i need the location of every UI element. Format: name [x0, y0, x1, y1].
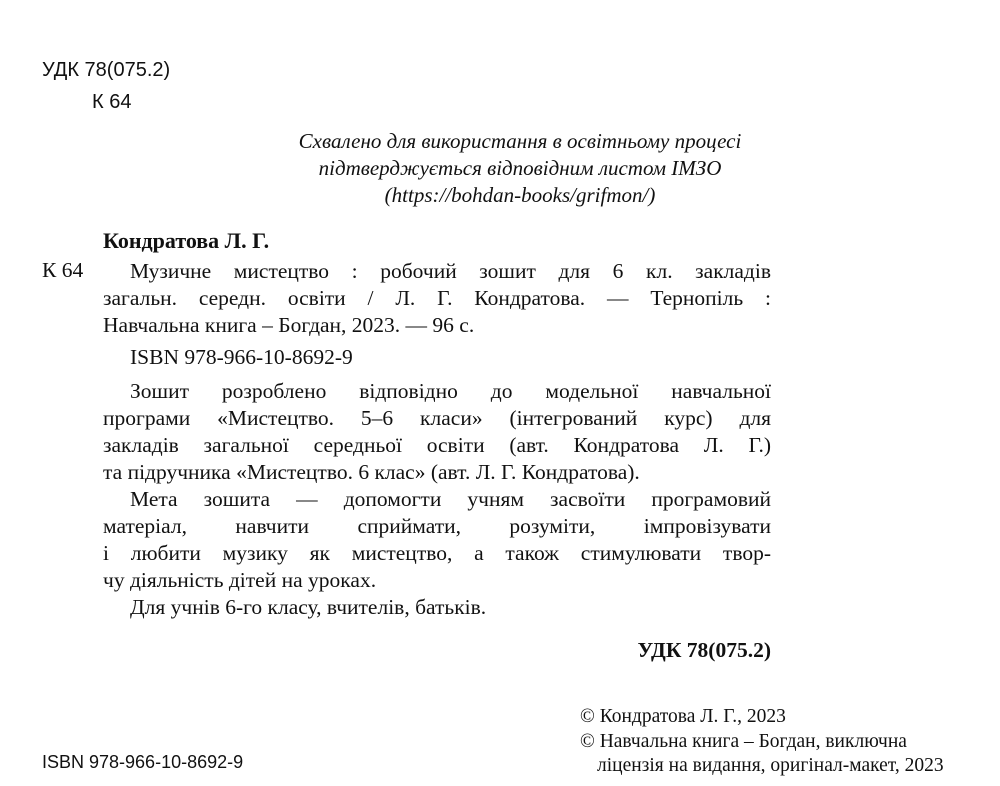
approval-line: (https://bohdan-books/grifmon/) — [384, 183, 656, 207]
approval-line: підтверджується відповідним листом ІМЗО — [318, 156, 722, 180]
annotation-line: Мета зошита — допомогти учням засвоїти програмовий — [130, 487, 771, 511]
audience-line: Для учнів 6-го класу, вчителів, батьків. — [130, 595, 487, 619]
catalog-author: Кондратова Л. Г. — [103, 228, 270, 253]
annotation-line: Зошит розроблено відповідно до модельної навчальної — [130, 379, 771, 403]
description-line: Навчальна книга – Богдан, 2023. — 96 с. — [103, 313, 475, 337]
catalog-udk: УДК 78(075.2) — [637, 638, 771, 662]
author-mark: К 64 — [92, 91, 132, 113]
annotation-line: чу діяльність дітей на уроках. — [103, 568, 377, 592]
catalog-mark: К 64 — [42, 258, 84, 282]
footer-isbn: ISBN 978-966-10-8692-9 — [42, 752, 244, 772]
annotation — [103, 378, 771, 621]
annotation-line: закладів загальної середньої освіти (авт. Кондратова Л. Г.) — [103, 433, 771, 457]
annotation-line: та підручника «Мистецтво. 6 клас» (авт. Л. Г. Кондратова). — [103, 460, 640, 484]
approval-line: Схвалено для використання в освітньому процесі — [298, 129, 742, 153]
annotation-line: програми «Мистецтво. 5–6 класи» (інтегрований курс) для — [103, 406, 771, 430]
copyright-author: © Кондратова Л. Г., 2023 — [580, 706, 786, 727]
description-line: загальн. середн. освіти / Л. Г. Кондратова. — Тернопіль : — [103, 286, 771, 310]
annotation-line: матеріал, навчити сприймати, розуміти, імпровізувати — [103, 514, 771, 538]
catalog-description — [103, 258, 771, 371]
description-line: Музичне мистецтво : робочий зошит для 6 кл. закладів — [130, 259, 771, 283]
copyright-publisher: © Навчальна книга – Богдан, виключна — [580, 731, 907, 752]
annotation-line: і любити музику як мистецтво, а також стимулювати твор- — [103, 541, 771, 565]
approval-note — [200, 128, 840, 209]
udk-code: УДК 78(075.2) — [42, 59, 171, 81]
catalog-isbn: ISBN 978-966-10-8692-9 — [130, 345, 353, 369]
copyright-license: ліцензія на видання, оригінал-макет, 2023 — [597, 755, 944, 776]
